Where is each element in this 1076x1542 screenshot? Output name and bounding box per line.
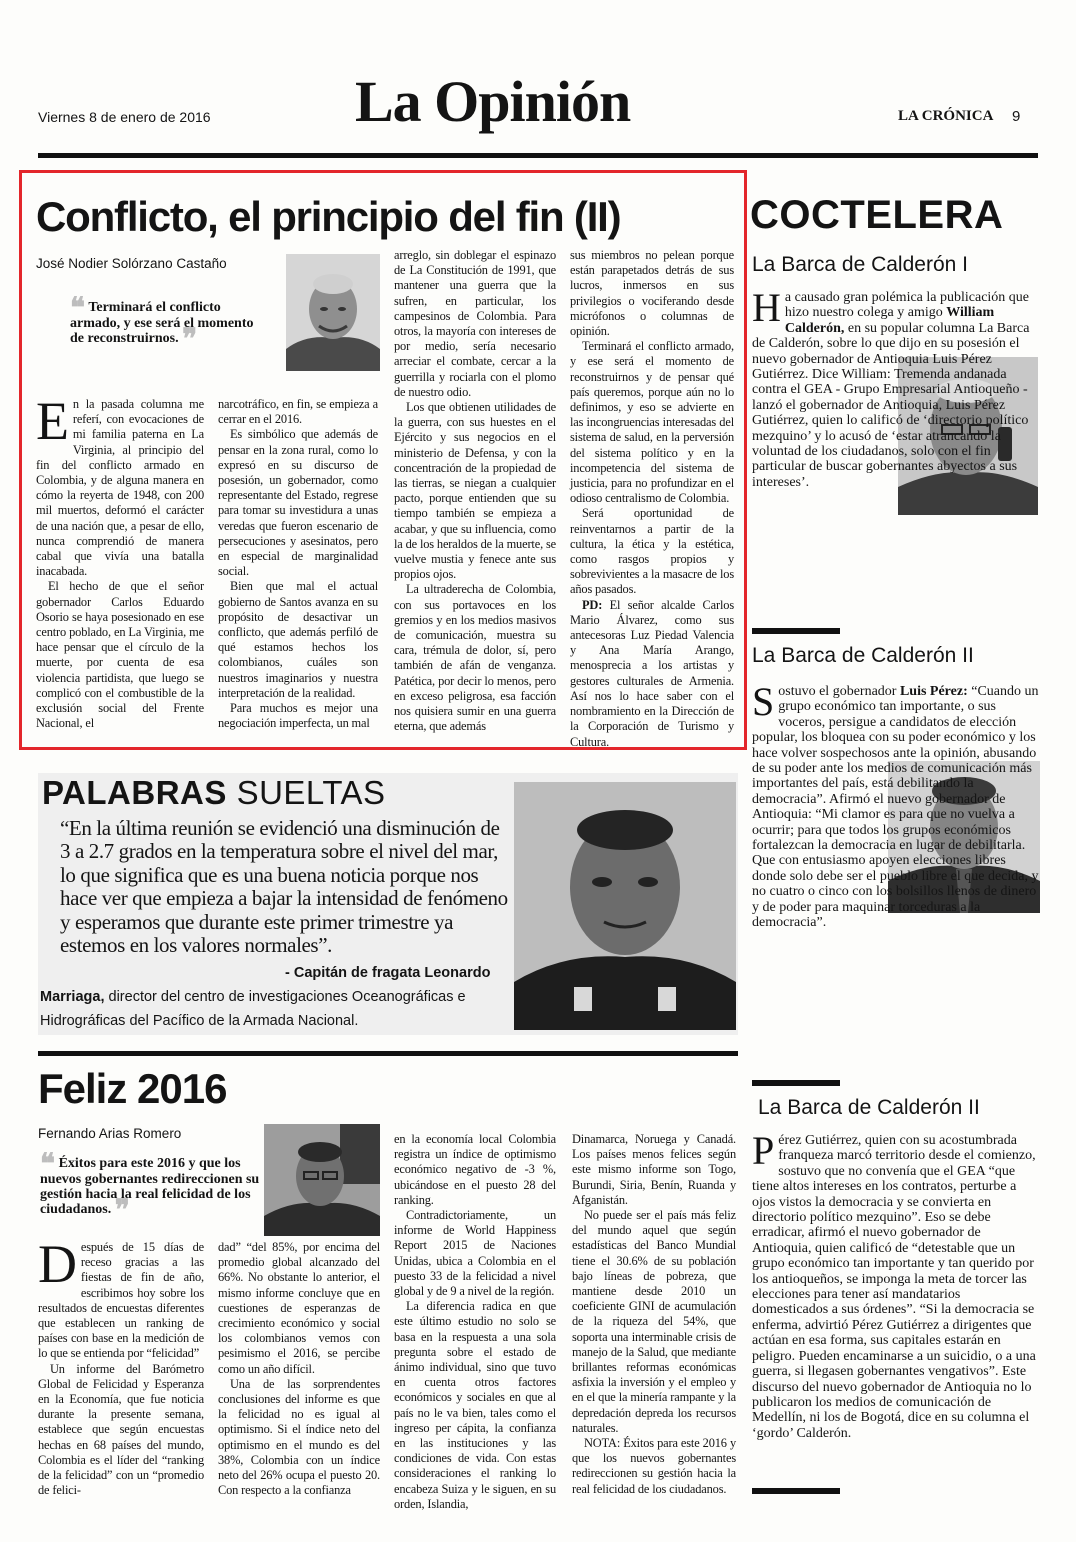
section-rule xyxy=(38,1051,738,1056)
article2-title: Feliz 2016 xyxy=(38,1065,227,1112)
article1-column-4 xyxy=(570,248,735,749)
masthead-rule xyxy=(38,153,1038,158)
quote-close-icon: ❞ xyxy=(114,1195,130,1226)
paragraph: sus miembros no pelean porque están parapetados detrás de sus lucros, inmersos en sus privilegios o vociferando desde micrófonos o columnas de opinión. xyxy=(570,248,734,339)
name: William Calderón, xyxy=(784,305,995,336)
pd-text: El señor alcalde Carlos Mario Álvarez, como sus antecesoras Luz Piedad Valencia y Ana María Arango, menosprecia a los artistas y gestores culturales de Armenia. Así nos lo hace saber con el nombramiento en la Dirección de la Corporación de Turismo y Cultura. xyxy=(570,597,735,749)
paragraph: Bien que mal el actual gobierno de Santos avanza en su propósito de desactivar un conflicto, que además perfiló de qué estamos hechos los colombianos, cuáles son nuestros imaginarios y nuestra interpretación de la realidad. xyxy=(218,579,378,700)
article-title: Conflicto, el principio del fin (II) xyxy=(36,193,621,240)
dropcap: E xyxy=(36,391,69,451)
pull-quote-text: Éxitos para este 2016 y que los nuevos gobernantes redireccionen su gestión hacia la real felicidad de los ciudadanos. xyxy=(40,1156,260,1217)
paragraph xyxy=(570,598,734,750)
section-title: La Opinión xyxy=(355,69,631,134)
publication-name: LA CRÓNICA xyxy=(898,108,994,124)
paragraph: Terminará el conflicto armado, y ese será el momento de reconstruirnos y de pensar qué país queremos, porque aún no lo definimos, y eso se advierte en las incongruencias interesadas del sistema de salud, en la perversión del sistema político y en la incompetencia del sistema de justicia, para no profundizar en el odioso centralismo de Colombia. xyxy=(570,339,734,506)
text: “Cuando un grupo económico tan importante, o sus voceros, persigue a candidatos de elección popular, los bloquea con su poder económico y los hace volver sospechosos ante la opinión, abusando de su poder ante los medios de comunicación más importantes del país, está debilitando la democracia”. Afirmó el nuevo gobernador de Antioquia: “Mi clamor es para que no vuelva a ocurrir; para que todos los grupos económicos fortalezcan la democracia en lugar de debilitarla. Que con entusiasmo apoyen elecciones libres donde solo debe ser el pueblo libre el que decida, y no cuatro o cinco con los bolsillos llenos de dinero y de poder para maquinar torceduras a la democracia”. xyxy=(752,684,1039,931)
article1-column-1 xyxy=(36,391,204,733)
paragraph: Un informe del Barómetro Global de Felicidad y Esperanza en la Economía, que fue noticia durante la presente semana, establece que según encuestas hechas en 68 países del mundo, Colombia es el líder del “ranking de la felicidad” con un “promedio de felici- xyxy=(38,1361,204,1498)
palabras-title-bold: PALABRAS xyxy=(42,774,227,811)
name: Luis Pérez: xyxy=(899,684,968,699)
quote-open-icon: ❝ xyxy=(40,1149,56,1180)
paragraph: arreglo, sin doblegar el espinazo de La Constitución de 1991, que mantener una guerra que la sufren, en particular, los campesinos de Colombia. Para otros, la mayoría con intereses de por medio, sería necesario arreciar el combate, cercar a la guerrilla y rociarla con el plomo de nuestro odio. xyxy=(394,248,556,399)
paragraph: en la economía local Colombia registra un índice de optimismo económico negativo de -3 %, ubicándose en el puesto 28 del ranking. xyxy=(394,1132,556,1207)
paragraph: NOTA: Éxitos para este 2016 y que los nuevos gobernantes redireccionen su gestión hacia la real felicidad de los ciudadanos. xyxy=(572,1436,736,1496)
paragraph: narcotráfico, en fin, se empieza a cerrar en el 2016. xyxy=(218,397,378,427)
coctelera-title: COCTELERA xyxy=(750,193,1004,237)
paragraph: No puede ser el país más feliz del mundo aquel que según estadísticas del Banco Mundial tiene el 30.6% de su población bajo líneas de pobreza, que mantiene desde 2010 un coeficiente GINI de acumulación de la riqueza del 54%, que soporta una interminable crisis de manejo de la Salud, que mediante brillantes reformas económicas asfixia la inversión y el empleo y en el que la minería rampante y la depredación depreda los recursos naturales. xyxy=(572,1208,736,1435)
paragraph: Contradictoriamente, un informe de World Happiness Report 2015 de Naciones Unidas, ubica a Colombia en el puesto 33 de la felicidad a nivel global y de 9 a nivel de la región. xyxy=(394,1208,556,1299)
paragraph: n la pasada columna me referí, con evocaciones de mi familia paterna en La Virginia, al principio del fin del conflicto armado en Colombia, y de alguna manera en cómo la reyerta de 1948, con 200 mil muertos, deformó el carácter de una nación que, a pesar de ello, nunca comprendió de manera cabal que vivía una batalla inacabada. xyxy=(36,397,204,579)
article2-column-4 xyxy=(572,1132,736,1498)
paragraph: La ultraderecha de Colombia, con sus portavoces en los gremios y en los medios masivos de comunicación, muestra su cara, trémula de dolor, sí, pero también de afán de venganza. Patética, por decir lo menos, pero en exceso peligrosa, esa facción nos quisiera sumir en una guerra eterna, que además xyxy=(394,582,556,734)
coctelera-text-1 xyxy=(752,285,1040,620)
sidebar-rule xyxy=(752,1488,840,1494)
coctelera-head-3: La Barca de Calderón II xyxy=(758,1096,980,1119)
paragraph: Dinamarca, Noruega y Canadá. Los países menos felices según este mismo informe son Togo, Burundi, Siria, Benín, Ruanda y Afganistán. xyxy=(572,1132,736,1207)
paragraph: Una de las sorprendentes conclusiones del informe es que la felicidad no es igual al optimismo. Si el índice neto del optimismo en el mundo es del 38%, Colombia con un índice neto del 26% ocupa el puesto 20. Con respecto a la confianza xyxy=(218,1376,380,1498)
dropcap: S xyxy=(752,679,775,724)
paragraph: Para muchos es mejor una negociación imperfecta, un mal xyxy=(218,701,378,731)
coctelera-head-1: La Barca de Calderón I xyxy=(752,253,968,276)
pull-quote xyxy=(70,293,270,355)
dropcap: D xyxy=(38,1234,77,1294)
officer-photo xyxy=(514,782,736,1030)
paragraph: La diferencia radica en que este último estudio no solo se basa en la respuesta a una sola pregunta sobre el estado de ánimo individual, sino que tuvo en cuenta otros factores económicos y sociales en que al país no le va bien, tales como el ingreso per cápita, la confianza en las instituciones y las condiciones de vida. Con estas consideraciones el ranking lo encabeza Suiza y le siguen, en su orden, Islandia, xyxy=(394,1299,556,1511)
palabras-attribution-text xyxy=(40,961,510,1033)
text: a causado gran polémica la publicación que hizo nuestro colega y amigo xyxy=(784,290,1030,321)
article1-column-2 xyxy=(218,397,378,733)
quote-open-icon: ❝ xyxy=(70,293,86,324)
quote-close-icon: ❞ xyxy=(182,324,198,355)
palabras-title xyxy=(42,774,386,812)
pull-quote-text: Terminará el conflicto armado, y ese será el momento de reconstruirnos. xyxy=(70,300,254,346)
text: en su popular columna La Barca de Calderón, sobre lo que dijo en su posesión el nuevo gobernador de Antioquia Luis Pérez Gutiérrez. Dice William: Tremenda andanada contra el GEA - Grupo Empresarial Antioqueño - lanzó el gobernador de Antioquia, Luis Pérez Gutiérrez, quien lo calificó de ‘directorio político mezquino’ y lo acusó de ‘estar atrancando la voluntad de los ciudadanos, solo con el fin particular de buscar gobernantes abyectos a sus intereses’. xyxy=(752,320,1030,490)
article-author: José Nodier Solórzano Castaño xyxy=(36,256,227,271)
coctelera-head-2: La Barca de Calderón II xyxy=(752,644,974,667)
paragraph: Será oportunidad de reinventarnos a partir de la cultura, la ética y la estética, como rasgos propios y sobrevivientes a la masacre de los años pasados. xyxy=(570,506,734,597)
attribution-role: director del centro de investigaciones Oceanográficas e Hidrográficas del Pacífico de la Armada Nacional. xyxy=(40,989,466,1029)
paragraph: Los que obtienen utilidades de la guerra, con sus huestes en el Ejército y sus negocios en el ministerio de Defensa, y con la concentración de la propiedad de las tierras, se niegan a cualquier pacto, porque entienden que su tiempo también se empieza a acabar, y que su influencia, como la de los heraldos de la muerte, se vuelve mustia y fenece ante sus propios ojos. xyxy=(394,400,556,582)
paragraph: Es simbólico que además de pensar en la zona rural, como lo expresó en su discurso de posesión, un gobernador, como representante del Estado, regrese para tomar su investidura a unas veredas que fueron escenario de persecuciones y asesinatos, pero en especial de marginalidad social. xyxy=(218,427,378,579)
article2-author: Fernando Arias Romero xyxy=(38,1126,182,1141)
article1-column-3 xyxy=(394,248,556,733)
palabras-quote: “En la última reunión se evidenció una disminución de 3 a 2.7 grados en la temperatura sobre el nivel del mar, lo que significa que es una buena noticia porque nos hace ver que empieza a bajar la intensidad de fenómeno y esperamos que durante este primer trimestre ya estemos en los valores normales”. xyxy=(60,816,508,958)
palabras-title-light: SUELTAS xyxy=(236,774,386,811)
pd-label: PD: xyxy=(582,597,603,612)
author2-photo xyxy=(264,1124,380,1236)
article2-column-1 xyxy=(38,1234,204,1498)
page-number: 9 xyxy=(1012,108,1021,125)
sidebar-rule xyxy=(752,1080,840,1086)
text: érez Gutiérrez, quien con su acostumbrada franqueza marcó territorio desde el comienzo, sostuvo que no convenía que el GEA “que tiene altos intereses en los contratos, perturbe a ojos vistos la democracia y se convierta en directorio político mezquino”. Eso se debe erradicar, afirmó el nuevo gobernador de Antioquia, quien calificó de “detestable que un grupo económico tan importante y tan querido por los antioqueños, se imponga la meta de torcer las elecciones para tener así mandatarios domesticados a sus órdenes”. “Si la democracia se enferma, advirtió Pérez Gutiérrez a dirigentes que actúan en esa forma, sus capitales estarán en peligro. Pueden encaminarse a un suicidio, o a una guerra, si llegasen gobernantes vengativos”. Este discurso del nuevo gobernador de Antioquia no lo publicaron los medios de comunicación de Medellín, ni los de Bogotá, dice en su columna el ‘gordo’ Calderón. xyxy=(752,1133,1036,1441)
text: ostuvo el gobernador xyxy=(778,684,900,699)
coctelera-text-2 xyxy=(752,679,1040,1076)
paragraph: El hecho de que el señor gobernador Carlos Eduardo Osorio se haya posesionado en ese centro poblado, en La Virginia, me hace pensar que el círculo de la muerte, por cuenta de esa violencia partidista, que luego se complicó con el combustible de la exclusión social del Frente Nacional, el xyxy=(36,579,204,731)
author-photo xyxy=(286,254,380,371)
dropcap: H xyxy=(752,285,781,330)
attribution-name: - Capitán de fragata Leonardo Marriaga, xyxy=(40,965,491,1005)
paragraph: dad” “del 85%, por encima del promedio global alcanzado del 66%. No obstante lo anterior, el mismo informe concluye que en cuestiones de esperanzas de crecimiento económico y social los colombianos vemos con pesimismo el 2016, se percibe como un año difícil. xyxy=(218,1240,380,1376)
sidebar-rule xyxy=(752,628,840,634)
pull-quote-2 xyxy=(40,1149,260,1226)
article2-column-2 xyxy=(218,1240,380,1498)
page-date: Viernes 8 de enero de 2016 xyxy=(38,109,211,125)
article2-column-3 xyxy=(394,1132,556,1511)
dropcap: P xyxy=(752,1128,775,1173)
paragraph: espués de 15 días de receso gracias a las fiestas de fin de año, escribimos hoy sobre los resultados de encuestas diferentes que establecen un ranking de países con base en la medición de lo que se entienda por “felicidad” xyxy=(38,1240,204,1361)
coctelera-text-3 xyxy=(752,1128,1040,1481)
